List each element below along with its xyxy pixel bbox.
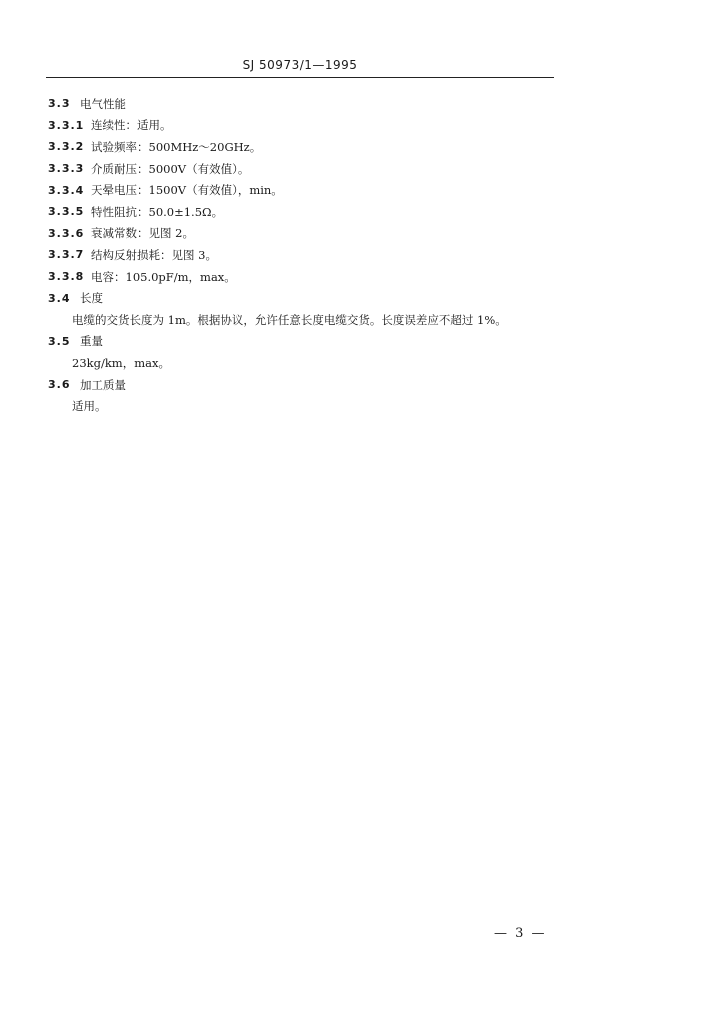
header-rule — [46, 77, 554, 78]
section-title: 加工质量 — [80, 377, 126, 392]
document-header: SJ 50973/1—1995 — [242, 58, 358, 72]
section-3-6-body — [48, 395, 568, 417]
section-number: 3.3.7 — [48, 248, 85, 262]
section-number: 3.3.8 — [48, 270, 85, 284]
section-number: 3.6 — [48, 378, 71, 392]
section-number: 3.4 — [48, 291, 71, 305]
section-3-3-6 — [48, 223, 568, 245]
section-text: 特性阻抗：50.0±1.5Ω。 — [91, 204, 224, 219]
section-3-6 — [48, 374, 568, 396]
section-title: 电气性能 — [80, 96, 126, 111]
section-number: 3.5 — [48, 334, 71, 348]
section-3-5 — [48, 331, 568, 353]
section-3-3-4 — [48, 179, 568, 201]
section-3-4 — [48, 287, 568, 309]
section-3-3-2 — [48, 136, 568, 158]
section-3-3-5 — [48, 201, 568, 223]
section-3-4-body — [48, 309, 568, 331]
section-number: 3.3.6 — [48, 226, 85, 240]
section-text: 天晕电压：1500V（有效值），min。 — [91, 183, 283, 198]
paragraph-text: 适用。 — [72, 399, 107, 414]
section-text: 连续性：适用。 — [91, 118, 172, 133]
paragraph-text: 23kg/km，max。 — [72, 355, 170, 370]
section-text: 介质耐压：5000V（有效值）。 — [91, 161, 250, 176]
section-number: 3.3.3 — [48, 162, 85, 176]
section-3-3 — [48, 93, 568, 115]
paragraph-text: 电缆的交货长度为 1m。根据协议，允许任意长度电缆交货。长度误差应不超过 1%。 — [72, 312, 507, 327]
section-3-3-3 — [48, 158, 568, 180]
section-title: 重量 — [80, 334, 103, 349]
section-number: 3.3.4 — [48, 183, 85, 197]
section-number: 3.3.1 — [48, 118, 85, 132]
page-number: — 3 — — [494, 926, 547, 941]
section-text: 试验频率：500MHz～20GHz。 — [91, 139, 262, 154]
section-text: 电容：105.0pF/m，max。 — [91, 269, 236, 284]
section-number: 3.3.2 — [48, 140, 85, 154]
section-number: 3.3.5 — [48, 205, 85, 219]
section-3-3-1 — [48, 115, 568, 137]
section-text: 衰减常数：见图 2。 — [91, 226, 194, 241]
document-body — [48, 93, 568, 417]
section-title: 长度 — [80, 291, 103, 306]
section-3-3-8 — [48, 266, 568, 288]
section-3-3-7 — [48, 244, 568, 266]
section-number: 3.3 — [48, 97, 71, 111]
section-text: 结构反射损耗：见图 3。 — [91, 247, 217, 262]
section-3-5-body — [48, 352, 568, 374]
